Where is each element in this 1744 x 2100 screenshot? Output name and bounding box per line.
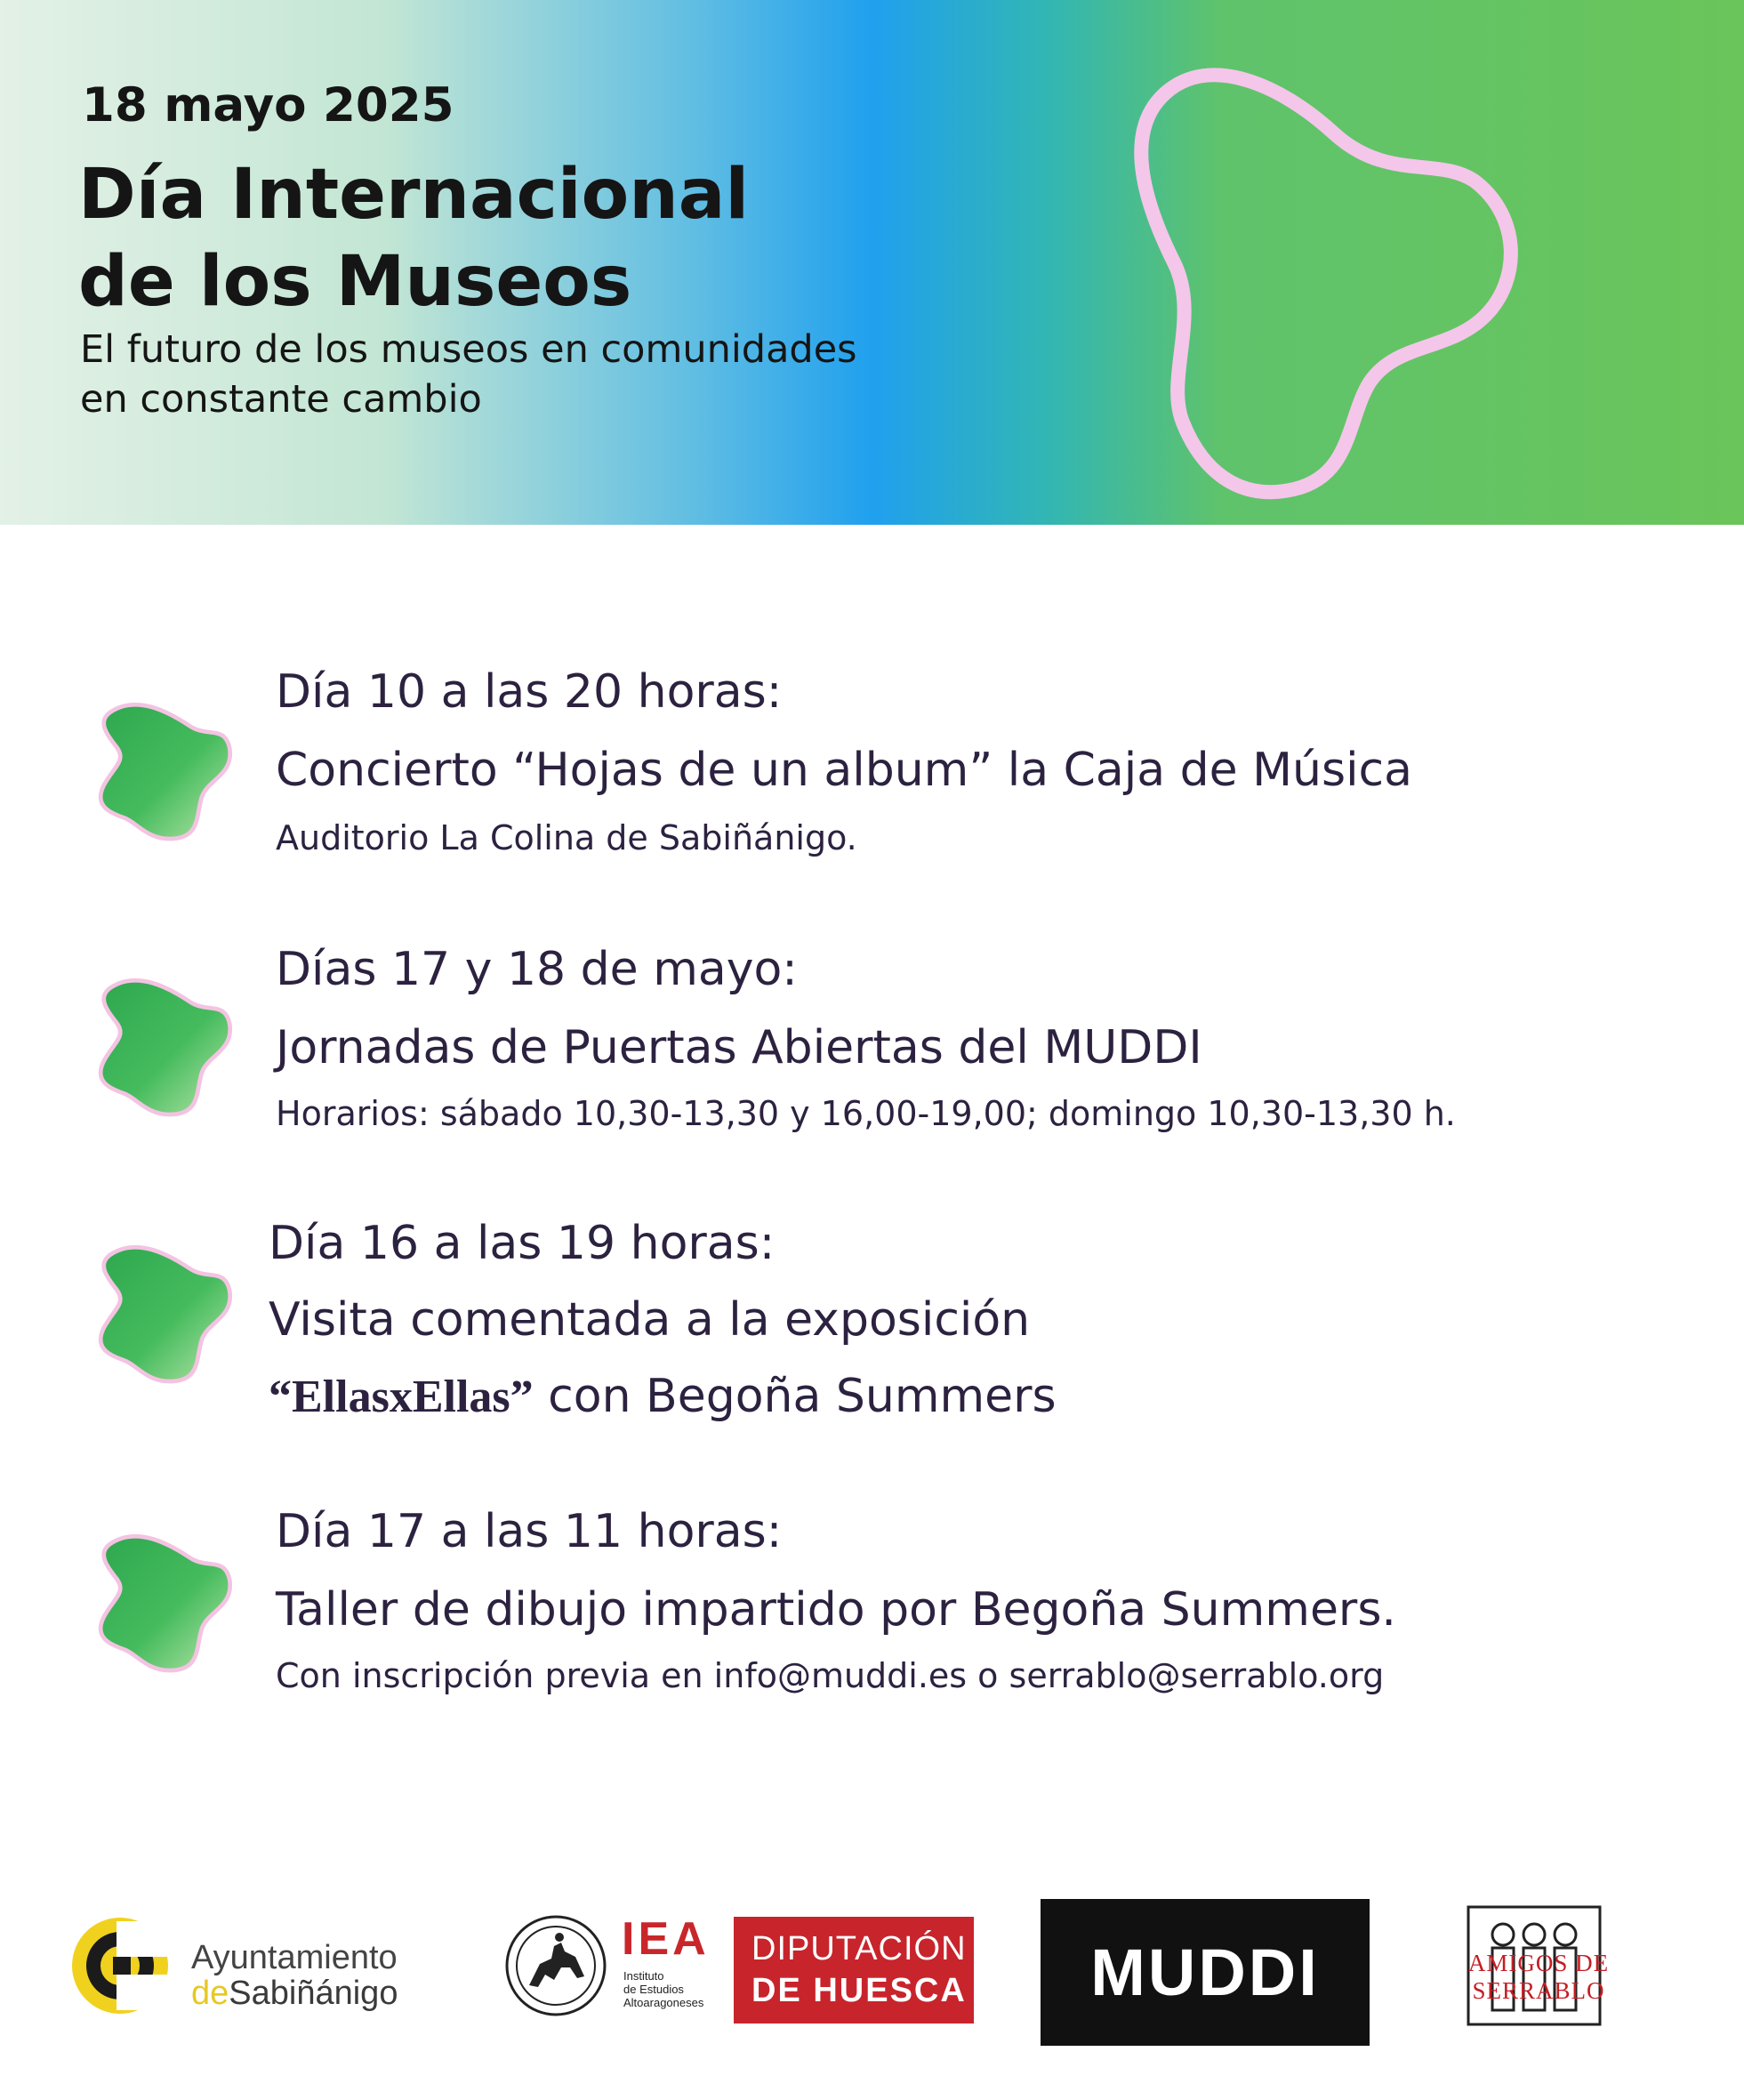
event-heading: Día 17 a las 11 horas: bbox=[276, 1505, 783, 1558]
ayuntamiento-label: Ayuntamiento bbox=[191, 1939, 398, 1976]
event-detail: Horarios: sábado 10,30-13,30 y 16,00-19,00; domingo 10,30-13,30 h. bbox=[276, 1094, 1456, 1133]
page-title bbox=[78, 151, 749, 326]
event-heading: Días 17 y 18 de mayo: bbox=[276, 943, 798, 996]
title-line-2: de los Museos bbox=[78, 242, 632, 322]
subtitle-line-2: en constante cambio bbox=[80, 377, 482, 422]
page-subtitle bbox=[80, 325, 857, 424]
logo-diputacion-huesca bbox=[734, 1917, 974, 2024]
event-detail: Auditorio La Colina de Sabiñánigo. bbox=[276, 818, 857, 857]
huesca-label: DE HUESCA bbox=[751, 1972, 967, 2009]
amigos-label: AMIGOS DE SERRABLO bbox=[1467, 1950, 1610, 2004]
logo-muddi: MUDDI bbox=[1041, 1899, 1370, 2046]
logo-amigos-de-serrablo bbox=[1410, 1903, 1668, 2028]
event-title: Taller de dibujo impartido por Begoña Summers. bbox=[276, 1583, 1396, 1637]
event-title: Jornadas de Puertas Abiertas del MUDDI bbox=[276, 1021, 1202, 1074]
exhibition-name: “EllasxEllas” bbox=[269, 1372, 534, 1422]
iea-label: IEA bbox=[622, 1913, 710, 1965]
title-line-1: Día Internacional bbox=[78, 155, 750, 235]
ayuntamiento-emblem-icon bbox=[67, 1912, 173, 2019]
header-banner bbox=[0, 0, 1744, 525]
event-heading: Día 10 a las 20 horas: bbox=[276, 665, 783, 719]
star-blob-outline-icon bbox=[1103, 49, 1565, 511]
iea-seal-icon bbox=[502, 1912, 609, 2019]
sponsor-logos bbox=[0, 1877, 1744, 2055]
event-title: Concierto “Hojas de un album” la Caja de Música bbox=[276, 744, 1412, 797]
logo-ayuntamiento-sabinanigo bbox=[67, 1912, 476, 2019]
green-blob-icon bbox=[89, 970, 240, 1121]
event-title: Visita comentada a la exposición bbox=[269, 1293, 1031, 1347]
event-heading: Día 16 a las 19 horas: bbox=[269, 1217, 776, 1270]
event-title-rest: con Begoña Summers bbox=[533, 1370, 1057, 1423]
green-blob-icon bbox=[89, 694, 240, 845]
event-date: 18 mayo 2025 bbox=[82, 78, 454, 133]
iea-fullname: Instituto de Estudios Altoaragoneses bbox=[623, 1969, 704, 2009]
sabinanigo-label: deSabiñánigo bbox=[191, 1975, 398, 2012]
green-blob-icon bbox=[89, 1236, 240, 1388]
green-blob-icon bbox=[89, 1525, 240, 1677]
logo-iea bbox=[502, 1912, 725, 2028]
diputacion-label: DIPUTACIÓN bbox=[751, 1930, 967, 1967]
event-title-line-2 bbox=[269, 1370, 1057, 1423]
subtitle-line-1: El futuro de los museos en comunidades bbox=[80, 327, 857, 372]
event-detail: Con inscripción previa en info@muddi.es o serrablo@serrablo.org bbox=[276, 1656, 1385, 1695]
